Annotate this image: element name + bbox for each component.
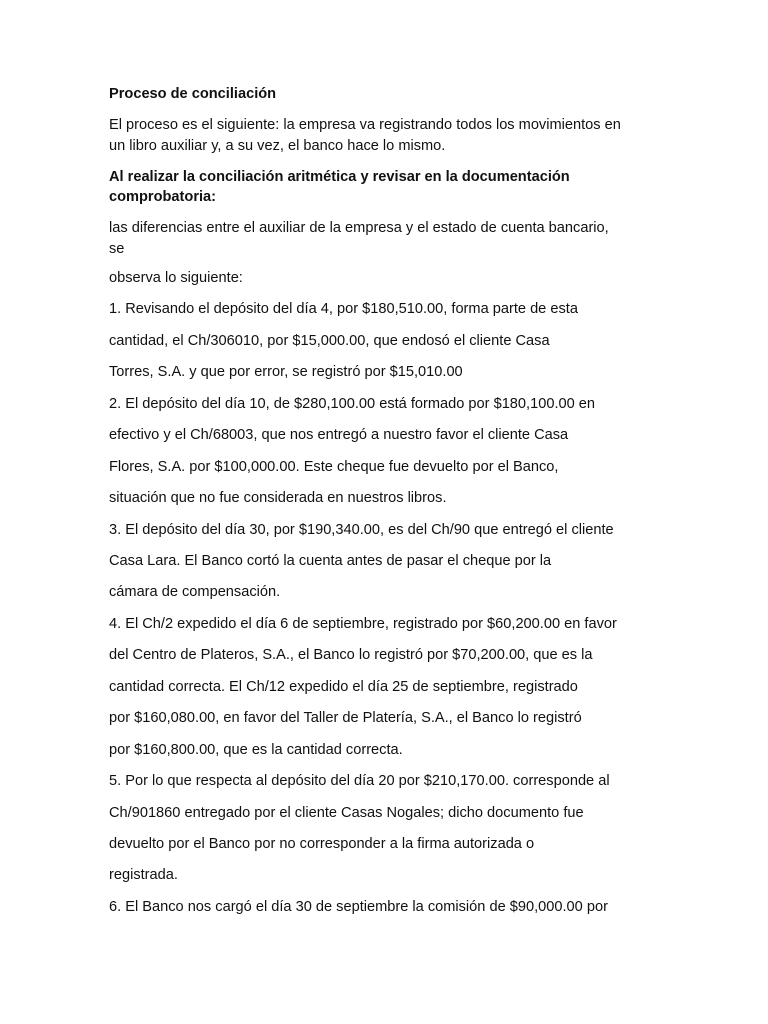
body-line: observa lo siguiente: (109, 270, 243, 286)
body-line: 5. Por lo que respecta al depósito del día 20 por $210,170.00. corresponde al (109, 773, 610, 789)
lead-line-2: se (109, 241, 125, 257)
body-line: Flores, S.A. por $100,000.00. Este cheque fue devuelto por el Banco, (109, 459, 559, 475)
body-line: 2. El depósito del día 10, de $280,100.00 está formado por $180,100.00 en (109, 396, 596, 412)
body-line: 6. El Banco nos cargó el día 30 de septiembre la comisión de $90,000.00 por (109, 899, 608, 915)
body-line: situación que no fue considerada en nuestros libros. (109, 490, 447, 506)
body-line: 4. El Ch/2 expedido el día 6 de septiembre, registrado por $60,200.00 en favor (109, 616, 617, 632)
subheading-line-2: comprobatoria: (109, 189, 217, 205)
body-line: por $160,800.00, que es la cantidad correcta. (109, 742, 403, 758)
body-line: 3. El depósito del día 30, por $190,340.00, es del Ch/90 que entregó el cliente (109, 522, 614, 538)
body-line: cámara de compensación. (109, 584, 281, 600)
body-line: registrada. (109, 867, 178, 883)
body-line: del Centro de Plateros, S.A., el Banco lo registró por $70,200.00, que es la (109, 647, 593, 663)
document-title: Proceso de conciliación (109, 86, 277, 102)
body-line: cantidad, el Ch/306010, por $15,000.00, que endosó el cliente Casa (109, 333, 550, 349)
body-line: Ch/901860 entregado por el cliente Casas Nogales; dicho documento fue (109, 805, 584, 821)
body-line: 1. Revisando el depósito del día 4, por $180,510.00, forma parte de esta (109, 301, 578, 317)
intro-line-1: El proceso es el siguiente: la empresa va registrando todos los movimientos en (109, 117, 621, 133)
body-line: cantidad correcta. El Ch/12 expedido el día 25 de septiembre, registrado (109, 679, 578, 695)
body-line: Torres, S.A. y que por error, se registró por $15,010.00 (109, 364, 463, 380)
subheading-line-1: Al realizar la conciliación aritmética y revisar en la documentación (109, 169, 570, 185)
body-line: por $160,080.00, en favor del Taller de Platería, S.A., el Banco lo registró (109, 710, 582, 726)
body-line: Casa Lara. El Banco cortó la cuenta antes de pasar el cheque por la (109, 553, 552, 569)
intro-line-2: un libro auxiliar y, a su vez, el banco hace lo mismo. (109, 138, 446, 154)
lead-line-1: las diferencias entre el auxiliar de la empresa y el estado de cuenta bancario, (109, 220, 609, 236)
body-line: efectivo y el Ch/68003, que nos entregó a nuestro favor el cliente Casa (109, 427, 569, 443)
body-line: devuelto por el Banco por no corresponder a la firma autorizada o (109, 836, 535, 852)
